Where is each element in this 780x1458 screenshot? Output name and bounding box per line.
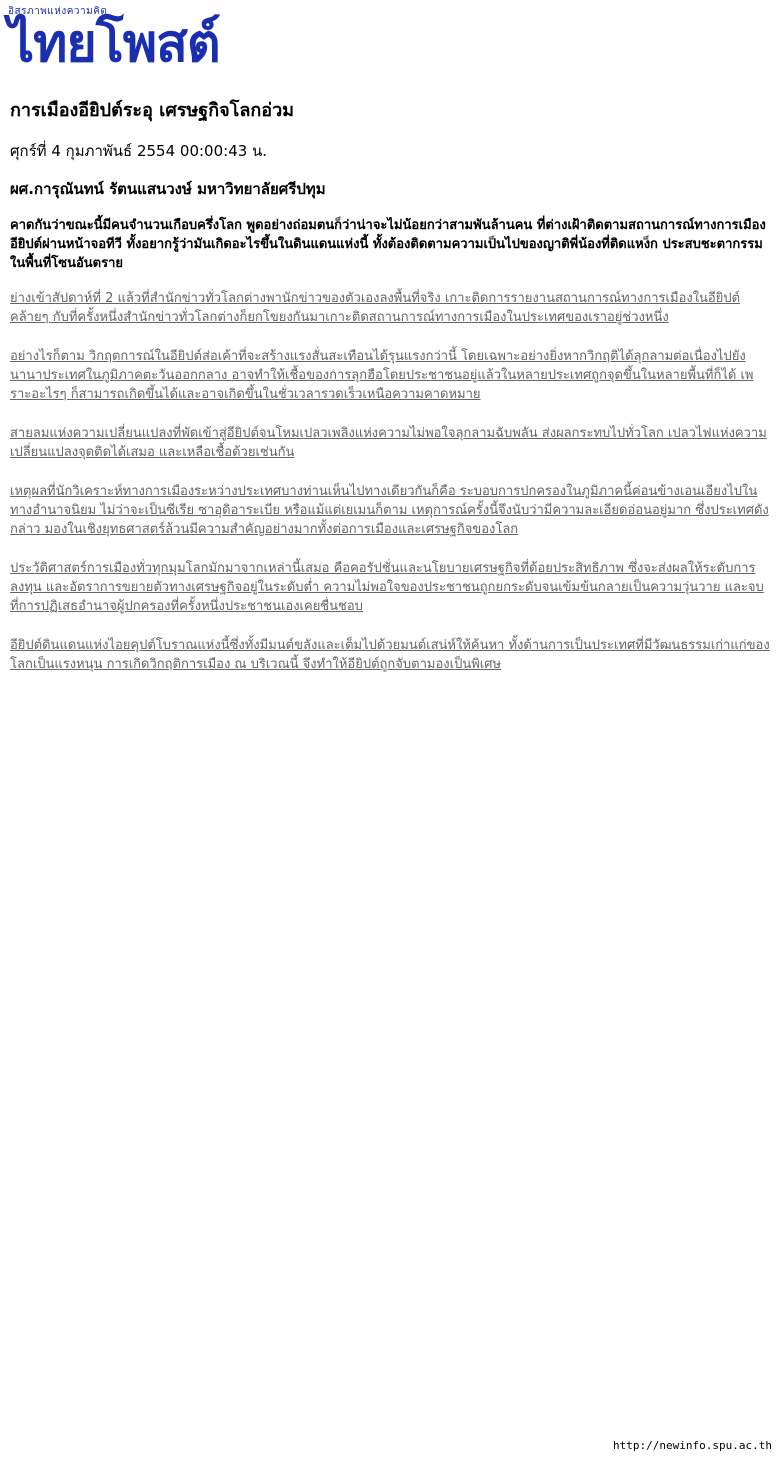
article-author: ผศ.การุณันทน์ รัตนแสนวงษ์ มหาวิทยาลัยศรีปทุม: [10, 180, 326, 198]
article-paragraph[interactable]: ย่างเข้าสัปดาห์ที่ 2 แล้วที่สำนักข่าวทั่วโลกต่างพานักข่าวของตัวเองลงพื้นที่จริง เกาะติดการรายงานสถานการณ์ทางการเมืองในอียิปต์ คล้ายๆ กับที่ครั้งหนึ่งสำนักข่าวทั่วโลกต่างก็ยกโขยงกันมาเกาะติดสถานการณ์ทางการเมืองในประเทศของเราอยู่ช่วงหนึ่ง: [10, 291, 741, 325]
article-paragraph[interactable]: อียิปต์ดินแดนแห่งไอยคุปต์โบราณแห่งนี้ซึ่งทั้งมีมนต์ขลังและเต็มไปด้วยมนต์เสน่ห์ให้ค้นหา ทั้งด้านการเป็นประเทศที่มีวัฒนธรรมเก่าแก่ของโลกเป็นแรงหนุน การเกิดวิกฤติการเมือง ณ บริเวณนี้ จึงทำให้อียิปต์ถูกจับตามองเป็นพิเศษ: [10, 638, 770, 672]
article: [10, 98, 770, 694]
article-dateline: ศุกร์ที่ 4 กุมภาพันธ์ 2554 00:00:43 น.: [10, 142, 268, 160]
logo-wordmark: ไทยโพสต์: [8, 14, 220, 74]
thaipost-logo: [8, 4, 308, 76]
article-paragraph[interactable]: อย่างไรก็ตาม วิกฤตการณ์ในอียิปต์ส่อเค้าที่จะสร้างแรงสั่นสะเทือนได้รุนแรงกว่านี้ โดยเฉพาะอย่างยิ่งหากวิกฤติได้ลุกลามต่อเนื่องไปยังนานาประเทศในภูมิภาคตะวันออกกลาง อาจทำให้เชื้อของการลุกฮือโดยประชาชนอยู่แล้วในหลายประเทศถูกจุดขึ้นในหลายพื้นที่ก็ได้ เพราะอะไรๆ ก็สามารถเกิดขึ้นได้และอาจเกิดขึ้นในชั่วเวลารวดเร็วเหนือความคาดหมาย: [10, 349, 754, 402]
article-paragraph[interactable]: ประวัติศาสตร์การเมืองทั่วทุกมุมโลกมักมาจากเหล่านี้เสมอ คือคอรัปชั่นและนโยบายเศรษฐกิจที่ด้อยประสิทธิภาพ ซึ่งจะส่งผลให้ระดับการลงทุน และอัตราการขยายตัวทางเศรษฐกิจอยู่ในระดับต่ำ ความไม่พอใจของประชาชนถูกยกระดับจนเข้มข้นกลายเป็นความวุ่นวาย และจบที่การปฏิเสธอำนาจผู้ปกครองที่ครั้งหนึ่งประชาชนเองเคยชื่นชอบ: [10, 561, 764, 614]
logo-tagline: อิสรภาพแห่งความคิด: [8, 6, 108, 17]
article-lead: คาดกันว่าขณะนี้มีคนจำนวนเกือบครึ่งโลก พูดอย่างถ่อมตนก็ว่าน่าจะไม่น้อยกว่าสามพันล้านคน ที่ต่างเฝ้าติดตามสถานการณ์ทางการเมืองอียิปต์ผ่านหน้าจอทีวี ทั้งอยากรู้ว่ามันเกิดอะไรขึ้นในดินแดนแห่งนี้ ทั้งต้องติดตามความเป็นไปของญาติพี่น้องที่ติดแหง็ก ประสบชะตากรรมในพื้นที่โซนอันตราย: [10, 218, 766, 271]
article-headline: การเมืองอียิปต์ระอุ เศรษฐกิจโลกอ่วม: [10, 100, 295, 121]
article-paragraph[interactable]: เหตุผลที่นักวิเคราะห์ทางการเมืองระหว่างประเทศบางท่านเห็นไปทางเดียวกันก็คือ ระบอบการปกครองในภูมิภาคนี้ค่อนข้างเอนเอียงไปในทางอำนาจนิยม ไม่ว่าจะเป็นซีเรีย ซาอุดิอาระเบีย หรือแม้แต่เยเมนก็ตาม เหตุการณ์ครั้งนี้จึงนับว่ามีความละเอียดอ่อนอยู่มาก ซึ่งประเทศดังกล่าว มองในเชิงยุทธศาสตร์ล้วนมีความสำคัญอย่างมากทั้งต่อการเมืองและเศรษฐกิจของโลก: [10, 484, 769, 537]
source-url: http://newinfo.spu.ac.th: [613, 1439, 772, 1452]
article-paragraph[interactable]: สายลมแห่งความเปลี่ยนแปลงที่พัดเข้าสู่อียิปต์จนโหมเปลวเพลิงแห่งความไม่พอใจลุกลามฉับพลัน ส่งผลกระทบไปทั่วโลก เปลวไฟแห่งความเปลี่ยนแปลงจุดติดได้เสมอ และเหลือเชื้อด้วยเช่นกัน: [10, 426, 767, 460]
